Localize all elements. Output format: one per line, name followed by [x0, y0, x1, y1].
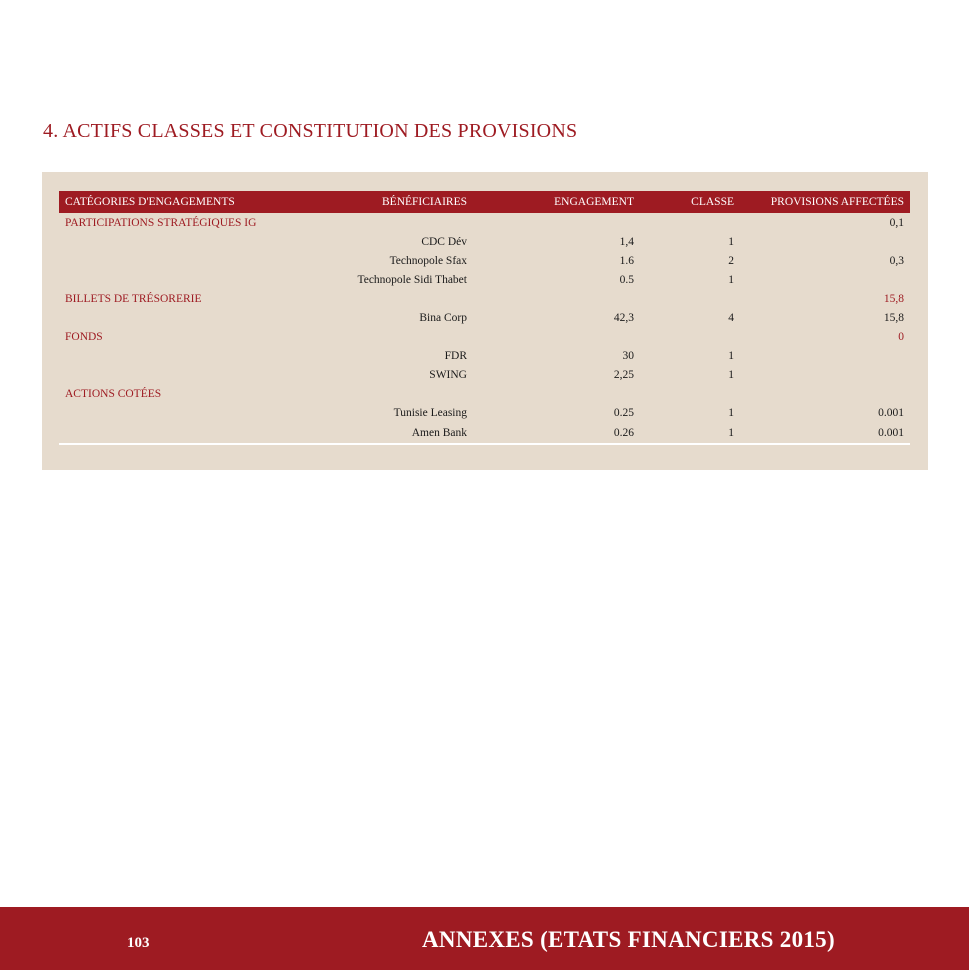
- header-beneficiary: BÉNÉFICIAIRES: [291, 191, 473, 213]
- cell-category: PARTICIPATIONS STRATÉGIQUES IG: [65, 216, 257, 229]
- category-row: [59, 384, 910, 403]
- cell-category: [59, 365, 291, 384]
- cell-classe: [640, 384, 740, 403]
- cell-beneficiary: [291, 327, 473, 346]
- cell-category: [59, 403, 291, 422]
- page-number: 103: [127, 935, 150, 951]
- cell-beneficiary: [291, 289, 473, 308]
- cell-classe: 1: [728, 368, 734, 381]
- header-provisions: PROVISIONS AFFECTÉES: [740, 191, 910, 213]
- cell-category: [59, 232, 291, 251]
- cell-provisions: [740, 384, 910, 403]
- cell-provisions: [740, 365, 910, 384]
- cell-provisions: 15,8: [883, 292, 904, 305]
- header-category: CATÉGORIES D'ENGAGEMENTS: [59, 191, 291, 213]
- cell-classe: [640, 327, 740, 346]
- table-row: [59, 308, 910, 327]
- cell-engagement: [473, 289, 640, 308]
- cell-category: BILLETS DE TRÉSORERIE: [65, 292, 202, 305]
- table-header-row: [59, 191, 910, 213]
- cell-beneficiary: Amen Bank: [291, 422, 473, 444]
- category-row: [59, 289, 910, 308]
- cell-provisions: 15,8: [883, 311, 904, 324]
- cell-engagement: [473, 384, 640, 403]
- cell-beneficiary: Tunisie Leasing: [393, 406, 467, 419]
- table-row: [59, 346, 910, 365]
- table-row: [59, 403, 910, 422]
- cell-beneficiary: Technopole Sfax: [389, 254, 467, 267]
- header-engagement: ENGAGEMENT: [473, 191, 640, 213]
- table-row: [59, 232, 910, 251]
- cell-category: [59, 422, 291, 444]
- cell-category: [59, 270, 291, 289]
- cell-beneficiary: Technopole Sidi Thabet: [357, 273, 467, 286]
- cell-engagement: 1,4: [619, 235, 634, 248]
- table-row: [59, 365, 910, 384]
- cell-beneficiary: [291, 384, 473, 403]
- cell-engagement: 1.6: [619, 254, 634, 267]
- cell-engagement: 2,25: [613, 368, 634, 381]
- cell-category: ACTIONS COTÉES: [65, 387, 162, 400]
- table-row: [59, 251, 910, 270]
- cell-provisions: 0.001: [878, 406, 904, 419]
- cell-category: FONDS: [65, 330, 103, 343]
- cell-classe: 1: [728, 406, 734, 419]
- cell-provisions: 0,1: [889, 216, 904, 229]
- cell-engagement: [473, 213, 640, 232]
- cell-engagement: [473, 327, 640, 346]
- cell-classe: 1: [728, 235, 734, 248]
- cell-classe: 4: [728, 311, 734, 324]
- cell-beneficiary: [291, 213, 473, 232]
- cell-engagement: 0.25: [613, 406, 634, 419]
- cell-category: [59, 346, 291, 365]
- cell-beneficiary: FDR: [444, 349, 467, 362]
- footer-bar: [0, 907, 969, 970]
- category-row: [59, 213, 910, 232]
- footer-title: ANNEXES (ETATS FINANCIERS 2015): [422, 927, 835, 952]
- table-row: [59, 270, 910, 289]
- cell-classe: 2: [728, 254, 734, 267]
- cell-classe: 1: [640, 422, 740, 444]
- cell-provisions: 0,3: [889, 254, 904, 267]
- cell-engagement: 30: [622, 349, 634, 362]
- section-title: 4. ACTIFS CLASSES ET CONSTITUTION DES PROVISIONS: [43, 120, 578, 142]
- cell-engagement: 42,3: [613, 311, 634, 324]
- cell-classe: [640, 213, 740, 232]
- cell-beneficiary: CDC Dév: [421, 235, 467, 248]
- cell-engagement: 0.5: [619, 273, 634, 286]
- cell-provisions: 0: [898, 330, 904, 343]
- cell-provisions: [740, 346, 910, 365]
- category-row: [59, 327, 910, 346]
- cell-engagement: 0.26: [473, 422, 640, 444]
- cell-beneficiary: SWING: [429, 368, 467, 381]
- provisions-table: [59, 191, 910, 445]
- cell-category: [59, 251, 291, 270]
- table-row: [59, 422, 910, 444]
- cell-provisions: [740, 270, 910, 289]
- header-classe: CLASSE: [640, 191, 740, 213]
- cell-classe: 1: [728, 273, 734, 286]
- cell-classe: 1: [728, 349, 734, 362]
- cell-provisions: 0.001: [740, 422, 910, 444]
- cell-category: [59, 308, 291, 327]
- cell-classe: [640, 289, 740, 308]
- provisions-panel: [42, 172, 928, 470]
- cell-beneficiary: Bina Corp: [419, 311, 467, 324]
- cell-provisions: [740, 232, 910, 251]
